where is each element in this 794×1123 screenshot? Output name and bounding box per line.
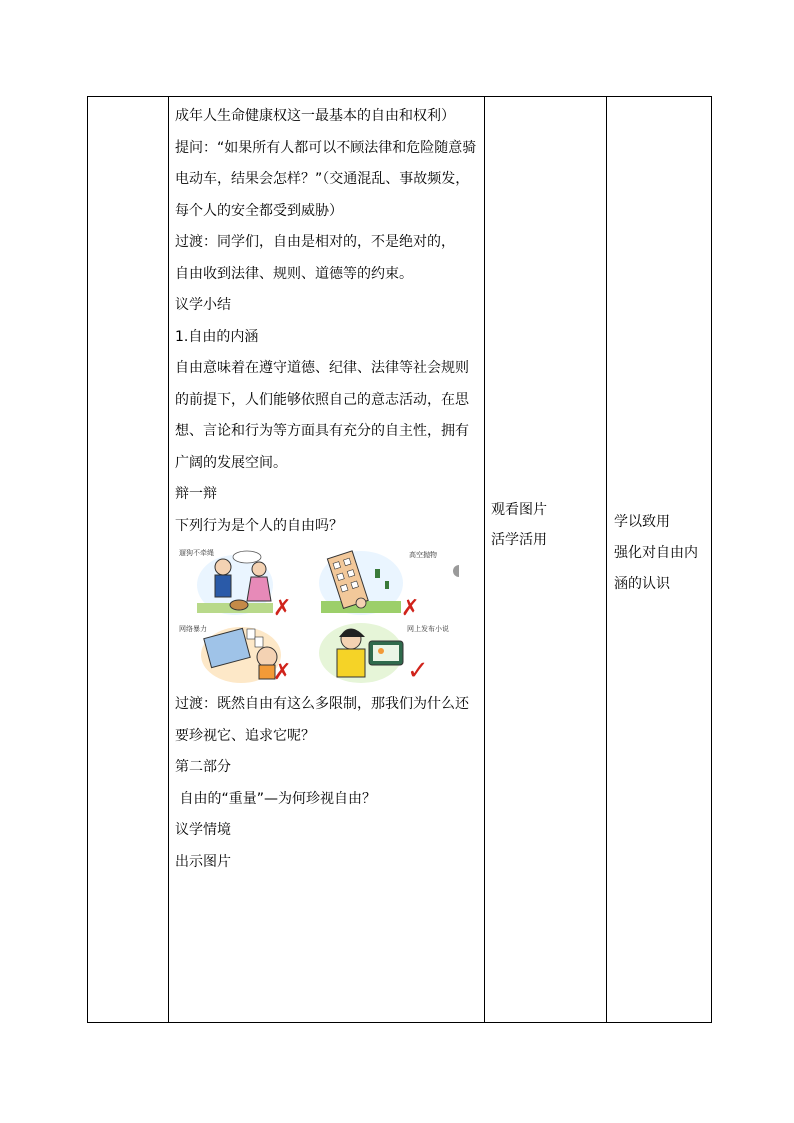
panel-caption: 网上发布小说	[407, 625, 449, 633]
content-line: 自由意味着在遵守道德、纪律、法律等社会规则	[175, 360, 469, 376]
content-line: 自由收到法律、规则、道德等的约束。	[175, 265, 413, 282]
intent-line: 涵的认识	[614, 576, 670, 592]
content-line: 下列行为是个人的自由吗？	[175, 517, 343, 534]
activity-line: 观看图片	[491, 502, 547, 518]
content-line: 的前提下，人们能够依照自己的意志活动，在思	[175, 391, 469, 408]
content-line: 过渡：同学们，自由是相对的，不是绝对的，	[175, 234, 455, 250]
freedom-behaviors-illustration	[175, 545, 465, 685]
intent-line: 学以致用	[614, 514, 670, 530]
cyber-violence-scene-icon	[201, 627, 281, 683]
section-heading: 辩一辩	[175, 486, 217, 502]
lesson-plan-table	[87, 96, 712, 1023]
stage-column-cell	[88, 97, 169, 1023]
content-line: 想、言论和行为等方面具有充分的自主性，拥有	[175, 423, 469, 439]
wrong-mark-icon: ✗	[273, 596, 292, 621]
panel-caption: 遛狗不牵绳	[179, 549, 214, 557]
content-line: 自由的“重量”—为何珍视自由？	[175, 790, 376, 807]
publish-novel-scene-icon	[319, 623, 403, 683]
section-heading: 第二部分	[175, 759, 231, 775]
wrong-mark-icon: ✗	[401, 596, 420, 621]
panel-caption: 网络暴力	[179, 625, 207, 633]
page-edge-fragment-icon	[453, 565, 459, 577]
content-line: 电动车，结果会怎样？”（交通混乱、事故频发，	[175, 171, 470, 187]
section-heading: 议学小结	[175, 297, 231, 313]
intent-line: 强化对自由内	[614, 545, 698, 561]
content-line: 1.自由的内涵	[175, 328, 259, 345]
content-line: 出示图片	[175, 853, 231, 870]
panel-caption: 高空抛物	[409, 551, 437, 559]
content-line: 过渡：既然自由有这么多限制，那我们为什么还	[175, 696, 469, 712]
teaching-content-cell	[169, 97, 485, 1023]
content-line: 成年人生命健康权这一最基本的自由和权利）	[175, 108, 455, 124]
dog-walking-scene-icon	[197, 551, 273, 615]
activity-line: 活学活用	[491, 532, 547, 548]
check-mark-icon: ✓	[407, 656, 429, 685]
content-line: 提问：“如果所有人都可以不顾法律和危险随意骑	[175, 139, 477, 156]
content-line: 每个人的安全都受到威胁）	[175, 202, 343, 219]
content-line: 要珍视它、追求它呢？	[175, 727, 315, 744]
behaviors-illustration-svg	[175, 545, 465, 685]
content-line: 广阔的发展空间。	[175, 454, 287, 471]
design-intent-cell	[607, 97, 712, 1023]
falling-objects-scene-icon	[319, 551, 403, 615]
student-activity-cell	[485, 97, 607, 1023]
section-heading: 议学情境	[175, 822, 231, 838]
wrong-mark-icon: ✗	[273, 660, 292, 685]
